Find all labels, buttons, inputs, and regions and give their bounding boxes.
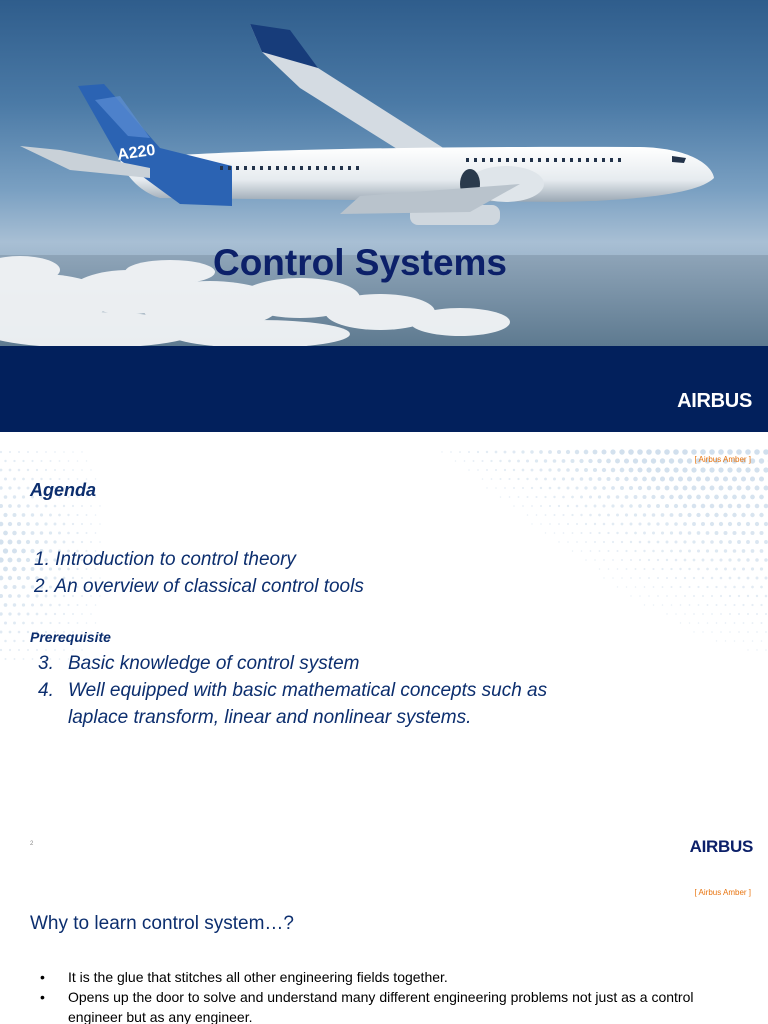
agenda-heading: Agenda bbox=[30, 480, 97, 500]
bullet-text: Opens up the door to solve and understand many different engineering problems not just as a control engineer but as any engineer. bbox=[68, 989, 694, 1024]
brand-band bbox=[0, 346, 768, 432]
prerequisite-list bbox=[38, 650, 568, 731]
aircraft-image bbox=[0, 0, 768, 346]
bullet-icon: • bbox=[40, 989, 45, 1005]
slide-title: Control Systems bbox=[212, 242, 507, 283]
aircraft-illustration bbox=[0, 0, 768, 346]
list-item bbox=[40, 987, 720, 1024]
bullet-list bbox=[40, 967, 720, 1024]
airbus-logo: AIRBUS bbox=[689, 837, 753, 856]
motivation-slide bbox=[0, 868, 768, 1024]
list-item bbox=[40, 967, 720, 987]
agenda-slide bbox=[0, 432, 768, 868]
item-number: 3. bbox=[38, 653, 54, 674]
classification-label: [ Airbus Amber ] bbox=[694, 455, 751, 464]
aircraft-label: A220 bbox=[116, 141, 157, 164]
item-number: 4. bbox=[38, 680, 54, 701]
item-text: Well equipped with basic mathematical concepts such as laplace transform, linear and nonlinear systems. bbox=[68, 680, 548, 728]
prerequisite-heading: Prerequisite bbox=[30, 629, 111, 645]
agenda-list bbox=[34, 546, 364, 600]
agenda-item: 2. An overview of classical control tools bbox=[34, 576, 364, 597]
item-text: Basic knowledge of control system bbox=[68, 653, 360, 674]
prerequisite-item bbox=[38, 650, 568, 677]
airbus-logo: AIRBUS bbox=[677, 390, 752, 412]
agenda-item: 1. Introduction to control theory bbox=[34, 549, 296, 570]
page-number: 2 bbox=[30, 841, 34, 847]
prerequisite-item bbox=[38, 677, 568, 731]
title-slide bbox=[0, 0, 768, 432]
bullet-icon: • bbox=[40, 969, 45, 985]
classification-label: [ Airbus Amber ] bbox=[694, 888, 751, 897]
bullet-text: It is the glue that stitches all other engineering fields together. bbox=[68, 969, 448, 985]
slide-heading: Why to learn control system…? bbox=[30, 913, 294, 934]
